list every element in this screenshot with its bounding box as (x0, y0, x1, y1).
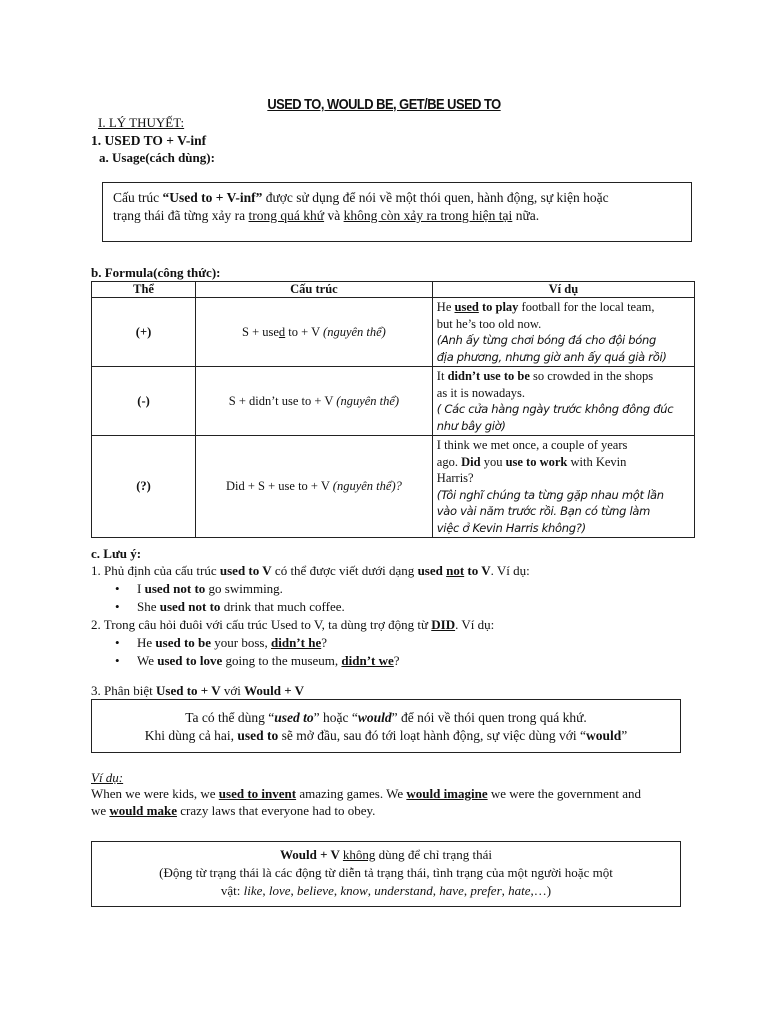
header-the: Thể (92, 282, 196, 298)
table-row (92, 367, 695, 436)
example-text: When we were kids, we used to invent amazing games. We would imagine we were the government and we would make crazy laws that everyone had to obey. (91, 786, 642, 818)
row-example: He used to play football for the local team, but he’s too old now. (Anh ấy từng chơi bóng đá cho đội bóng địa phương, nhưng giờ anh ấy quá già rồi) (432, 298, 694, 367)
usage-box: Cấu trúc “Used to + V-inf” được sử dụng để nói về một thói quen, hành động, sự kiện hoặc trạng thái đã từng xảy ra trong quá khứ và không còn xảy ra trong hiện tại nữa. (102, 182, 692, 242)
table-row (92, 298, 695, 367)
row-structure: S + used to + V (nguyên thể) (196, 298, 433, 367)
page-title: USED TO, WOULD BE, GET/BE USED TO (267, 96, 501, 113)
row-example: It didn’t use to be so crowded in the shops as it is nowadays. ( Các cửa hàng ngày trước không đông đúc như bây giờ) (432, 367, 694, 436)
heading-used-to: 1. USED TO + V-inf (91, 133, 207, 148)
row-example: I think we met once, a couple of years ago. Did you use to work with Kevin Harris? (Tôi nghĩ chúng ta từng gặp nhau một lần vào vài năm trước rồi. Bạn có từng làm việc ở Kevin Harris không?) (432, 436, 694, 538)
list-item: • She used not to drink that much coffee. (91, 598, 711, 616)
note-1: 1. Phủ định của cấu trúc used to V có thể được viết dưới dạng used not to V. Ví dụ: (91, 563, 530, 578)
heading-formula: b. Formula(công thức): (91, 265, 221, 280)
notes-section (91, 562, 711, 670)
row-type: (-) (92, 367, 196, 436)
table-header-row (92, 282, 695, 298)
header-cau-truc: Cấu trúc (196, 282, 433, 298)
note-2: 2. Trong câu hỏi đuôi với cấu trúc Used to V, ta dùng trợ động từ DID. Ví dụ: (91, 617, 495, 632)
used-to-would-box: Ta có thể dùng “used to” hoặc “would” để nói về thói quen trong quá khứ. Khi dùng cả hai, used to sẽ mở đầu, sau đó tới loạt hành động, sự việc dùng với “would” (91, 699, 681, 753)
section-theory: I. LÝ THUYẾT: (98, 115, 185, 130)
note-3: 3. Phân biệt Used to + V với Would + V (91, 683, 305, 698)
row-type: (?) (92, 436, 196, 538)
heading-usage: a. Usage(cách dùng): (99, 150, 215, 165)
row-structure: Did + S + use to + V (nguyên thể)? (196, 436, 433, 538)
would-state-box: Would + V không dùng để chỉ trạng thái (Động từ trạng thái là các động từ diễn tả trạng thái, tình trạng của một người hoặc một vật: like, love, believe, know, understand, have, prefer, hate,…) (91, 841, 681, 907)
example-label: Ví dụ: (91, 770, 124, 785)
formula-table (91, 281, 695, 538)
heading-note: c. Lưu ý: (91, 546, 142, 561)
list-item: • I used not to go swimming. (91, 580, 711, 598)
row-structure: S + didn’t use to + V (nguyên thể) (196, 367, 433, 436)
table-row (92, 436, 695, 538)
row-type: (+) (92, 298, 196, 367)
list-item: • He used to be your boss, didn’t he? (91, 634, 711, 652)
header-vi-du: Ví dụ (432, 282, 694, 298)
list-item: • We used to love going to the museum, didn’t we? (91, 652, 711, 670)
